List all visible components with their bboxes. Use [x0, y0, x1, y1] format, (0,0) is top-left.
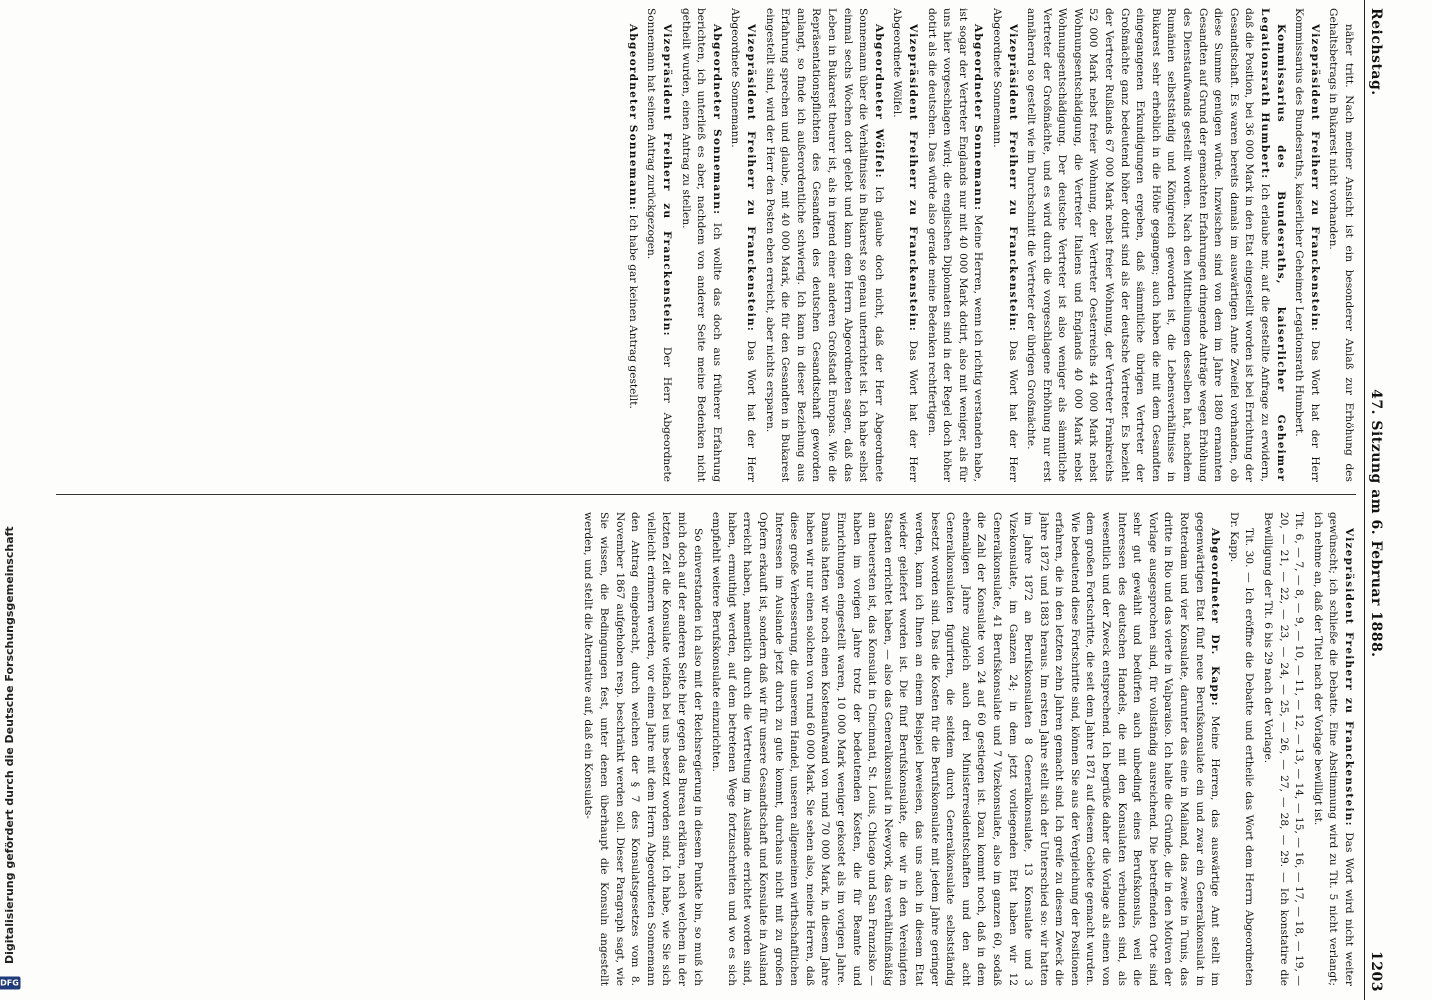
left-column [46, 8, 1356, 482]
paragraph-text: Das Wort wird nicht weiter gewünscht; ich schließe die Debatte. Eine Abstimmung wird zu Tit. 5 nicht verlangt; ich nehme an, daß der Titel nach der Vorlage bewilligt ist. [1311, 512, 1355, 986]
speech-paragraph [624, 8, 640, 482]
speaker-name: Vizepräsident Freiherr zu Franckenstein: [1006, 24, 1019, 332]
header-center: 47. Sitzung am 6. Februar 1888. [1368, 389, 1384, 658]
speech-paragraph [988, 8, 1019, 482]
speech-paragraph [923, 8, 985, 482]
paragraph-text: Meine Herren, das auswärtige Amt stellt im gegenwärtigen Etat fünf neue Berufskonsulate ein und zwar ein Generalkonsulat in Rotterdam und vier Konsulate, darunter das eine in Mailand, das zweite in Tunis, das dritte in Rio und das vierte in Valparaiso. Ich halte die Gründe, die in den Motiven der Vorlage ausgesprochen sind, für vollständig ausreichend. Die betreffenden Orte sind sehr gut gewählt und bedürfen auch unbedingt eines Berufskonsuls, weil die Interessen des deutschen Handels, die mit den Konsulaten verbunden sind, als wesentlich und der Zweck entsprechend. Ich begrüße daher die Vorlage als einen von dem großen Fortschritte, die seit dem Jahre 1871 auf diesem Gebiete gemacht wurden. Wie bedeutend diese Fortschritte sind, können Sie aus der Vergleichung der Positionen erfahren, die in den letzten zehn Jahren gemacht sind. Ich greife zu diesem Zweck die Jahre 1872 und 1883 heraus. Im ersten Jahre stellt sich der Unterschied so: wir hatten im Jahre 1872 an Berufskonsulaten 8 Generalkonsulate, 13 Konsulate und 3 Vizekonsulate, im Ganzen 24; in dem jetzt vorliegenden Etat haben wir 12 Generalkonsulate, 41 Berufskonsulate und 7 Vizekonsulate, also im ganzen 60, sodaß die Zahl der Konsulate von 24 auf 60 gestiegen ist. Dazu kommt noch, daß in dem ehemaligen Jahre zugleich auch drei Ministerresidentschaften und den acht Generalkonsulaten figurirten, die seitdem durch Generalkonsulate selbstständig besetzt worden sind. Das die Kosten für die Berufskonsulate mit jedem Jahre geringer werden, kann ich Ihnen an einem Beispiel beweisen, das uns auch in diesem Etat wieder geliefert worden ist. Die fünf Berufskonsulate, die wir in den Vereinigten Staaten errichtet haben, — also das Generalkonsulat in Newyork, das verhältnißmäßig am theuersten ist, das Konsulat in Cincinnati, St. Louis, Chicago und San Franzisko — haben im vorigen Jahre trotz der bedeutenden Kosten, die für Beamte und Einrichtungen eingestellt waren, 10 000 Mark weniger gekostet als im vorigen Jahre. Damals hatten wir noch einen Kostenaufwand von rund 70 000 Mark, in diesem Jahre haben wir nur einen solchen von rund 60 000 Mark. Sie sehen also, meine Herren, daß diese große Verbesserung, die unserem Handel, unseren allgemeinen wirthschaftlichen Interessen im Auslande jetzt durch zu gute kommt, durchaus nicht mit zu großen Opfern erkauft ist, sondern daß wir für unsere Gesandtschaft und Konsulate in Ausland erreicht haben, namentlich durch die Vertretung im Auslande errichtet worden sind, haben, ermuthigt werden, auf dem betretenen Wege fortzuschreiten und wo es sich empfiehlt weitere Berufskonsulate einzurichten. [710, 512, 1222, 986]
right-column [46, 512, 1356, 986]
digitization-credit: Digitalisierung gefördert durch die Deutsche Forschungsgemeinschaft [2, 526, 16, 964]
speaker-name: Abgeordneter Sonnemann: [972, 24, 985, 212]
speech-paragraph [1309, 512, 1356, 986]
speech-paragraph [727, 8, 758, 482]
vote-paragraph [1259, 512, 1306, 986]
paragraph-text: Das Wort hat der Herr Kommissarius des Bundesraths, kaiserlicher Geheimer Legationsrath Humbert. [1293, 8, 1321, 482]
paragraph-text: Das Wort hat der Herr Abgeordnete Sonnemann. [990, 8, 1019, 482]
speaker-name: Vizepräsident Freiherr zu Franckenstein: [745, 24, 758, 332]
paragraph-text: Ich erlaube mir, auf die gestellte Anfrage zu erwidern, daß die Position, bei 36 000 Mark in den Etat eingestellt worden ist bei Errichtung der Gesandtschaft. Es waren bereits damals im auswärtigen Amte Zweifel vorhanden, ob diese Summe genügen würde. Inzwischen sind von dem im Jahre 1880 ernannten Gesandten auf Grund der gemachten Erfahrungen dringende Anträge wegen Erhöhung des Dienstaufwands gestellt worden. Nach den Mittheilungen desselben hat, nachdem Rumänien selbstständig und Königreich geworden ist, die Lebensverhältnisse in Bukarest sehr erheblich in die Höhe gegangen; auch haben die mit dem Gesandten eingegangenen Erkundigungen ergeben, daß sämmtliche übrigen Vertreter der Großmächte ganz bedeutend höher dotirt sind als der deutsche Vertreter. Es bezieht der Vertreter Rußlands 67 000 Mark nebst freier Wohnung, der Vertreter Frankreichs 52 000 Mark nebst freier Wohnung, der Vertreter Oesterreichs 44 000 Mark nebst Wohnungsentschädigung, die Vertreter Italiens und Englands 40 000 Mark nebst Wohnungsentschädigung. Der deutsche Vertreter ist also weniger als sämmtliche Vertreter der Großmächte, und es wird durch die vorgeschlagene Erhöhung nur erst annähernd so gestellt wie im Durchschnitt die Vertreter der übrigen Großmächte. [1025, 8, 1272, 482]
speech-paragraph [677, 8, 724, 482]
speaker-name: Vizepräsident Freiherr zu Franckenstein: [906, 24, 919, 332]
page-number: 1203 [1368, 951, 1384, 992]
speaker-name: Kommissarius des Bundesraths, kaiserlicher Geheimer Legationsrath Humbert: [1259, 8, 1287, 482]
paragraph-text: Der Herr Abgeordnete Sonnemann hat seinen Antrag zurückgezogen. [645, 8, 674, 482]
speech-paragraph [643, 8, 674, 482]
speaker-name: Abgeordneter Sonnemann: [710, 24, 723, 216]
paragraph-text: Ich wollte das doch aus früherer Erfahrung berichten, ich unterließ es aber, nachdem von anderer Seite meine Bedenken nicht getheilt wurden, einen Antrag zu stellen. [679, 8, 723, 482]
column-rule [56, 494, 1356, 495]
text-paragraph [1325, 8, 1356, 482]
paragraph-text: Das Wort hat der Herr Abgeordnete Sonnemann. [729, 8, 758, 482]
speaker-name: Vizepräsident Freiherr zu Franckenstein: [661, 24, 674, 337]
paragraph-text: Tit. 30. — Ich eröffne die Debatte und ertheile das Wort dem Herrn Abgeordneten Dr. Kapp. [1227, 512, 1256, 986]
paragraph-text: Meine Herren, wenn ich richtig verstanden habe, ist sogar der Vertreter Englands nur mit 40 000 Mark dotirt, also mit weniger, als für uns hier vorgeschlagen wird; die englischen Diplomaten sind in der Regel doch höher dotirt als die deutschen. Das würde also gerade meine Bedenken rechtfertigen. [925, 8, 985, 482]
paragraph-text: Ich glaube doch nicht, daß der Herr Abgeordnete Sonnemann über die Verhältnisse in Bukarest so genau unterrichtet ist. Ich habe selbst einmal sechs Wochen dort gelebt und kann dem Herrn Abgeordneten sagen, daß das Leben in Bukarest theurer ist, als in irgend einer anderen Großstadt Europas. Wie die Repräsentationspflichten des Gesandten des deutschen Gesandtschaft geworden anlangt, so finde ich außerordentliche schwierig. Ich kann in dieser Beziehung aus Erfahrung sprechen und glaube, mit 40 000 Mark, die für den Gesandten in Bukarest eingestellt sind, wird der Herr den Posten eben erreicht, aber nichts ersparen. [763, 8, 885, 482]
running-header [1364, 0, 1390, 1000]
speaker-name: Vizepräsident Freiherr zu Franckenstein: [1343, 528, 1355, 827]
text-paragraph [580, 512, 705, 986]
dfg-logo: DFG [0, 978, 19, 988]
speaker-name: Abgeordneter Dr. Kapp: [1209, 528, 1222, 707]
speech-paragraph [708, 512, 1223, 986]
speech-paragraph [1291, 8, 1322, 482]
speech-paragraph [761, 8, 886, 482]
speaker-name: Abgeordneter Wölfel: [872, 24, 885, 179]
speaker-name: Vizepräsident Freiherr zu Franckenstein: [1308, 24, 1321, 332]
speech-paragraph [1023, 8, 1288, 482]
paragraph-text: Das Wort hat der Herr Abgeordnete Wölfel. [891, 8, 919, 482]
paragraph-text: Ich habe gar keinen Antrag gestellt. [626, 214, 639, 409]
header-left: Reichstag. [1368, 8, 1384, 96]
paragraph-text: Tit. 6, — 7, — 8, — 9, — 10, — 11, — 12, — 13, — 14, — 15, — 16, — 17, — 18, — 19, — 20, — 21, — 22, — 23, — 24, — 25, — 26, — 27, — 28, — 29. — Ich konstatire die Bewilligung der Tit. 6 bis 29 nach der Vorlage. [1262, 512, 1306, 986]
paragraph-text: So einverstanden ich also mit der Reichsregierung in diesem Punkte bin, so muß ich mich doch auf der anderen Seite hier gegen das Bureau erklären, nach welchem in der letzten Zeit die Konsulate vielfach bei uns besetzt worden sind. Ich habe, wie Sie sich vielleicht erinnern werden, vor einem Jahre mit dem Herrn Abgeordneten Sonnemann den Antrag eingebracht, durch welchen der § 7 des Konsulatsgesetzes vom 8. November 1867 aufgehoben resp. beschränkt werden soll. Dieser Paragraph sagt, wie Sie wissen, die Bedingungen fest, unter denen überhaupt die Konsuln angestellt werden, und stellt die Alternative auf, daß ein Konsulats- [582, 512, 704, 986]
paragraph-text: näher tritt. Nach meiner Ansicht ist ein besonderer Anlaß zur Erhöhung des Gehaltsbetrags in Bukarest nicht vorhanden. [1327, 8, 1355, 482]
text-paragraph [1225, 512, 1256, 986]
speaker-name: Abgeordneter Sonnemann: [626, 24, 639, 212]
speech-paragraph [889, 8, 920, 482]
digitization-footer [0, 0, 18, 1000]
